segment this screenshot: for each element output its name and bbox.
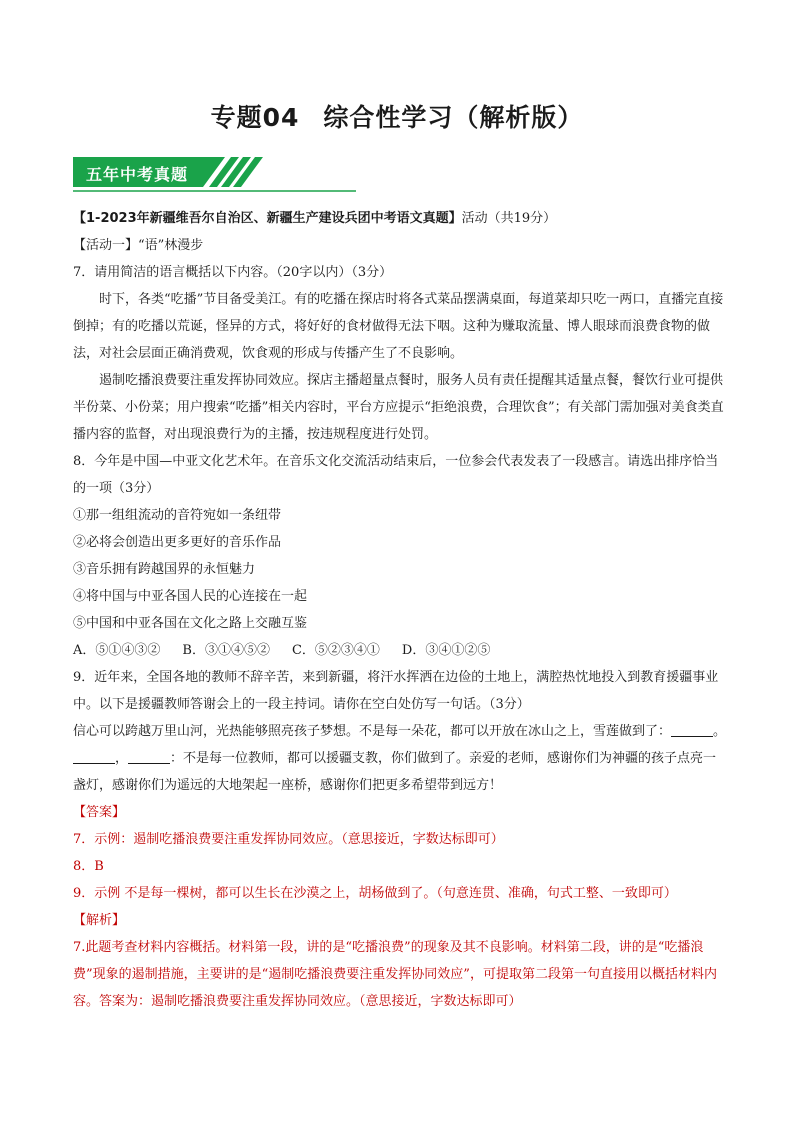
q7-paragraph-1: 时下，各类“吃播”节目备受美江。有的吃播在探店时将各式菜品摆满桌面，每道菜却只吃一两口，直播完直接倒掉；有的吃播以荒诞，怪异的方式，将好好的食材做得无法下咽。这种为赚取流量、博人眼球而浪费食物的做法，对社会层面正确消费观，饮食观的形成与传播产生了不良影响。 (73, 292, 724, 361)
q9-blank-1 (671, 722, 713, 737)
document-body (73, 205, 728, 1015)
q9-prompt: 9．近年来，全国各地的教师不辞辛苦，来到新疆，将汗水挥洒在边俭的土地上，满腔热忱地投入到教育援疆事业中。以下是援疆教师答谢会上的一段主持词。请你在空白处仿写一句话。（3分） (73, 670, 719, 712)
activity-heading: 【活动一】“语”林漫步 (73, 238, 204, 253)
answer-label: 【答案】 (73, 805, 126, 820)
q8-item: ④将中国与中亚各国人民的心连接在一起 (73, 589, 308, 604)
title-main: 综合性学习（解析版） (323, 103, 584, 132)
analysis-text: 7.此题考查材料内容概括。材料第一段，讲的是“吃播浪费”的现象及其不良影响。材料第二段，讲的是“吃播浪费”现象的遏制措施，主要讲的是“遏制吃播浪费要注重发挥协同效应”，可提取第二段第一句直接用以概括材料内容。答案为：遏制吃播浪费要注重发挥协同效应。（意思接近，字数达标即可） (73, 940, 717, 1009)
q9-sep-2: ， (115, 751, 129, 766)
q7-paragraph-2: 遏制吃播浪费要注重发挥协同效应。探店主播超量点餐时，服务人员有责任提醒其适量点餐，餐饮行业可提供半份菜、小份菜；用户搜索“吃播”相关内容时，平台方应提示“拒绝浪费，合理饮食”；有关部门需加强对美食类直播内容的监督，对出现浪费行为的主播，按违规程度进行处罚。 (73, 373, 724, 442)
question-points: 活动（共19分） (461, 211, 557, 226)
q8-option-d: D．③④①②⑤ (401, 643, 491, 658)
q8-option-b: B．③①④⑤② (182, 643, 270, 658)
analysis-label: 【解析】 (73, 913, 126, 928)
q8-option-c: C．⑤②③④① (291, 643, 380, 658)
answer-9: 9．示例 不是每一棵树，都可以生长在沙漠之上，胡杨做到了。（句意连贯、准确，句式工整、一致即可） (73, 886, 677, 901)
q8-options (73, 637, 728, 664)
q8-option-a: A．⑤①④③② (73, 643, 161, 658)
q9-rest: ：不是每一位教师，都可以援疆支教，你们做到了。亲爱的老师，感谢你们为神疆的孩子点亮一盏灯，感谢你们为遥远的大地架起一座桥，感谢你们把更多希望带到远方！ (73, 751, 717, 793)
q9-line-1: 信心可以跨越万里山河，光热能够照亮孩子梦想。不是每一朵花，都可以开放在冰山之上，雪莲做到了： (73, 724, 672, 739)
q8-item: ②必将会创造出更多更好的音乐作品 (73, 535, 282, 550)
question-header (73, 205, 728, 232)
q9-blank-2 (73, 749, 115, 764)
q8-item: ①那一组组流动的音符宛如一条纽带 (73, 508, 282, 523)
q9-passage (73, 718, 728, 799)
section-banner (73, 157, 356, 193)
q8-prompt: 8．今年是中国—中亚文化艺术年。在音乐文化交流活动结束后，一位参会代表发表了一段感言。请选出排序恰当的一项（3分） (73, 454, 719, 496)
title-prefix: 专题04 (210, 103, 300, 132)
q9-blank-3 (128, 749, 170, 764)
banner-label: 五年中考真题 (86, 165, 189, 184)
q8-item: ⑤中国和中亚各国在文化之路上交融互鉴 (73, 616, 308, 631)
answer-7: 7．示例：遏制吃播浪费要注重发挥协同效应。（意思接近，字数达标即可） (73, 832, 504, 847)
page-title (0, 98, 794, 134)
answer-8: 8．B (73, 859, 104, 874)
question-source: 【1-2023年新疆维吾尔自治区、新疆生产建设兵团中考语文真题】 (73, 211, 462, 226)
q7-prompt: 7．请用简洁的语言概括以下内容。（20字以内）（3分） (73, 265, 393, 280)
q8-item: ③音乐拥有跨越国界的永恒魅力 (73, 562, 256, 577)
q9-sep-1: 。 (713, 724, 727, 739)
